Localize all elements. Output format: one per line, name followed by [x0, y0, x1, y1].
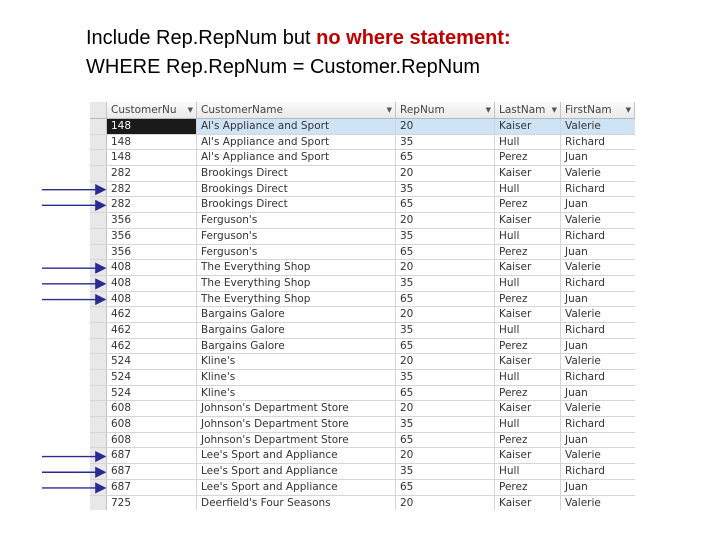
cell-repnum[interactable]: 65: [396, 339, 495, 354]
row-selector[interactable]: [90, 323, 107, 338]
cell-firstname[interactable]: Richard: [565, 135, 605, 148]
cell-repnum[interactable]: 65: [396, 480, 495, 495]
row-selector[interactable]: [90, 166, 107, 181]
cell-lastname[interactable]: Hull: [495, 417, 561, 432]
instruction-highlight: no where statement:: [316, 27, 511, 49]
cell-customername[interactable]: Kline's: [197, 370, 396, 385]
cell-customername[interactable]: Johnson's Department Store: [197, 433, 396, 448]
cell-customername[interactable]: Ferguson's: [197, 229, 396, 244]
cell-lastname[interactable]: Kaiser: [495, 213, 561, 228]
cell-customernum[interactable]: 408: [107, 292, 197, 307]
table-row[interactable]: [90, 354, 635, 370]
cell-lastname[interactable]: Perez: [495, 150, 561, 165]
cell-repnum[interactable]: 65: [396, 292, 495, 307]
cell-repnum[interactable]: 35: [396, 417, 495, 432]
cell-repnum[interactable]: 65: [396, 386, 495, 401]
cell-repnum[interactable]: 20: [396, 496, 495, 511]
table-row[interactable]: [90, 417, 635, 433]
row-selector[interactable]: [90, 307, 107, 322]
cell-lastname[interactable]: Hull: [495, 464, 561, 479]
cell-firstname[interactable]: Juan: [565, 151, 588, 164]
table-row[interactable]: [90, 292, 635, 308]
row-selector[interactable]: [90, 119, 107, 134]
cell-customername[interactable]: Brookings Direct: [197, 166, 396, 181]
cell-firstname[interactable]: Valerie: [565, 496, 601, 509]
cell-firstname[interactable]: Richard: [565, 323, 605, 336]
cell-firstname[interactable]: Juan: [565, 433, 588, 446]
cell-firstname[interactable]: Juan: [565, 292, 588, 305]
cell-lastname[interactable]: Hull: [495, 370, 561, 385]
cell-customername[interactable]: The Everything Shop: [197, 292, 396, 307]
cell-customername[interactable]: Kline's: [197, 354, 396, 369]
table-row[interactable]: [90, 166, 635, 182]
table-row[interactable]: [90, 182, 635, 198]
cell-repnum[interactable]: 20: [396, 448, 495, 463]
row-selector[interactable]: [90, 197, 107, 212]
cell-lastname[interactable]: Kaiser: [495, 354, 561, 369]
dropdown-arrow-icon[interactable]: ▼: [187, 106, 193, 114]
table-body: [90, 119, 635, 510]
cell-customernum[interactable]: 148: [107, 119, 197, 134]
cell-customernum[interactable]: 687: [107, 464, 197, 479]
cell-repnum[interactable]: 35: [396, 323, 495, 338]
cell-customername[interactable]: The Everything Shop: [197, 276, 396, 291]
row-selector[interactable]: [90, 135, 107, 150]
row-selector[interactable]: [90, 339, 107, 354]
row-selector[interactable]: [90, 276, 107, 291]
cell-customername[interactable]: Lee's Sport and Appliance: [197, 480, 396, 495]
cell-firstname[interactable]: Valerie: [565, 449, 601, 462]
cell-repnum[interactable]: 20: [396, 260, 495, 275]
select-all-corner[interactable]: [90, 102, 107, 118]
instruction-line-1: [86, 26, 511, 50]
row-selector[interactable]: [90, 150, 107, 165]
cell-firstname[interactable]: Juan: [565, 480, 588, 493]
table-row[interactable]: [90, 245, 635, 261]
cell-repnum[interactable]: 35: [396, 135, 495, 150]
cell-firstname[interactable]: Valerie: [565, 308, 601, 321]
row-selector[interactable]: [90, 496, 107, 511]
table-row[interactable]: [90, 307, 635, 323]
row-selector[interactable]: [90, 417, 107, 432]
cell-customernum[interactable]: 282: [107, 197, 197, 212]
row-selector[interactable]: [90, 229, 107, 244]
cell-customername[interactable]: The Everything Shop: [197, 260, 396, 275]
cell-customernum[interactable]: 687: [107, 480, 197, 495]
cell-customernum[interactable]: 356: [107, 213, 197, 228]
cell-customername[interactable]: Brookings Direct: [197, 197, 396, 212]
table-row[interactable]: [90, 197, 635, 213]
cell-repnum[interactable]: 20: [396, 307, 495, 322]
cell-lastname[interactable]: Perez: [495, 480, 561, 495]
row-selector[interactable]: [90, 448, 107, 463]
row-selector[interactable]: [90, 464, 107, 479]
table-row[interactable]: [90, 323, 635, 339]
cell-firstname[interactable]: Valerie: [565, 167, 601, 180]
cell-firstname[interactable]: Richard: [565, 418, 605, 431]
cell-lastname[interactable]: Kaiser: [495, 166, 561, 181]
cell-customername[interactable]: Bargains Galore: [197, 339, 396, 354]
cell-customernum[interactable]: 462: [107, 339, 197, 354]
table-row[interactable]: [90, 119, 635, 135]
cell-firstname[interactable]: Valerie: [565, 261, 601, 274]
row-selector[interactable]: [90, 245, 107, 260]
cell-repnum[interactable]: 35: [396, 370, 495, 385]
cell-lastname[interactable]: Perez: [495, 292, 561, 307]
cell-lastname[interactable]: Kaiser: [495, 496, 561, 511]
row-selector[interactable]: [90, 182, 107, 197]
row-selector[interactable]: [90, 260, 107, 275]
instruction-line-2: WHERE Rep.RepNum = Customer.RepNum: [86, 56, 481, 78]
column-header-customernum[interactable]: CustomerNu ▼: [107, 102, 197, 118]
cell-repnum[interactable]: 65: [396, 197, 495, 212]
cell-customernum[interactable]: 608: [107, 417, 197, 432]
cell-customername[interactable]: Lee's Sport and Appliance: [197, 448, 396, 463]
cell-firstname[interactable]: Richard: [565, 371, 605, 383]
cell-firstname[interactable]: Richard: [565, 229, 605, 242]
table-row[interactable]: [90, 464, 635, 480]
table-row[interactable]: [90, 401, 635, 417]
cell-customername[interactable]: Bargains Galore: [197, 307, 396, 322]
cell-lastname[interactable]: Kaiser: [495, 401, 561, 416]
cell-customername[interactable]: Ferguson's: [197, 213, 396, 228]
dropdown-arrow-icon[interactable]: ▼: [551, 106, 557, 114]
dropdown-arrow-icon[interactable]: ▼: [386, 106, 392, 114]
cell-customername[interactable]: Johnson's Department Store: [197, 401, 396, 416]
cell-lastname[interactable]: Perez: [495, 433, 561, 448]
cell-lastname[interactable]: Kaiser: [495, 260, 561, 275]
dropdown-arrow-icon[interactable]: ▼: [625, 106, 631, 114]
row-selector[interactable]: [90, 480, 107, 495]
cell-customernum[interactable]: 148: [107, 150, 197, 165]
dropdown-arrow-icon[interactable]: ▼: [485, 106, 491, 114]
cell-customernum[interactable]: 462: [107, 307, 197, 322]
cell-repnum[interactable]: 65: [396, 245, 495, 260]
cell-lastname[interactable]: Perez: [495, 339, 561, 354]
table-row[interactable]: [90, 433, 635, 449]
cell-customernum[interactable]: 148: [107, 135, 197, 150]
cell-firstname[interactable]: Richard: [565, 465, 605, 478]
cell-customernum[interactable]: 687: [107, 448, 197, 463]
table-row[interactable]: [90, 150, 635, 166]
column-header-firstname[interactable]: FirstNam ▼: [561, 102, 635, 118]
cell-firstname[interactable]: Richard: [565, 182, 605, 195]
cell-firstname[interactable]: Richard: [565, 276, 605, 289]
table-row[interactable]: [90, 448, 635, 464]
cell-firstname[interactable]: Valerie: [565, 214, 601, 227]
row-selector[interactable]: [90, 370, 107, 385]
table-row[interactable]: [90, 276, 635, 292]
row-selector[interactable]: [90, 433, 107, 448]
cell-customernum[interactable]: 356: [107, 245, 197, 260]
cell-repnum[interactable]: 20: [396, 213, 495, 228]
column-header-repnum[interactable]: RepNum ▼: [396, 102, 495, 118]
cell-customername[interactable]: Johnson's Department Store: [197, 417, 396, 432]
row-selector[interactable]: [90, 401, 107, 416]
cell-firstname[interactable]: Valerie: [561, 119, 635, 134]
cell-customernum[interactable]: 608: [107, 433, 197, 448]
cell-customernum[interactable]: 608: [107, 401, 197, 416]
cell-customernum[interactable]: 356: [107, 229, 197, 244]
cell-lastname[interactable]: Perez: [495, 245, 561, 260]
cell-repnum[interactable]: 65: [396, 150, 495, 165]
cell-lastname[interactable]: Hull: [495, 182, 561, 197]
cell-firstname[interactable]: Juan: [565, 245, 588, 258]
cell-customername[interactable]: Al's Appliance and Sport: [197, 135, 396, 150]
cell-customername[interactable]: Brookings Direct: [197, 182, 396, 197]
cell-customernum[interactable]: 282: [107, 166, 197, 181]
table-row[interactable]: [90, 229, 635, 245]
table-row[interactable]: [90, 370, 635, 386]
cell-customernum[interactable]: 524: [107, 370, 197, 385]
column-header-row: [90, 102, 635, 119]
cell-repnum[interactable]: 65: [396, 433, 495, 448]
cell-customernum[interactable]: 408: [107, 260, 197, 275]
cell-lastname[interactable]: Hull: [495, 135, 561, 150]
row-selector[interactable]: [90, 213, 107, 228]
cell-customernum[interactable]: 282: [107, 182, 197, 197]
cell-customernum[interactable]: 725: [107, 496, 197, 511]
table-row[interactable]: [90, 480, 635, 496]
row-selector[interactable]: [90, 386, 107, 401]
column-header-lastname[interactable]: LastNam ▼: [495, 102, 561, 118]
cell-lastname[interactable]: Kaiser: [495, 119, 561, 134]
cell-lastname[interactable]: Hull: [495, 229, 561, 244]
cell-customername[interactable]: Lee's Sport and Appliance: [197, 464, 396, 479]
table-row[interactable]: [90, 213, 635, 229]
cell-repnum[interactable]: 20: [396, 166, 495, 181]
cell-lastname[interactable]: Perez: [495, 197, 561, 212]
cell-repnum[interactable]: 35: [396, 182, 495, 197]
cell-repnum[interactable]: 35: [396, 464, 495, 479]
cell-repnum[interactable]: 35: [396, 276, 495, 291]
column-header-customername[interactable]: CustomerName ▼: [197, 102, 396, 118]
table-row[interactable]: [90, 496, 635, 511]
cell-repnum[interactable]: 20: [396, 401, 495, 416]
table-row[interactable]: [90, 260, 635, 276]
table-row[interactable]: [90, 135, 635, 151]
cell-customername[interactable]: Al's Appliance and Sport: [197, 150, 396, 165]
cell-repnum[interactable]: 20: [396, 119, 495, 134]
cell-firstname[interactable]: Juan: [565, 339, 588, 352]
row-selector[interactable]: [90, 292, 107, 307]
cell-customername[interactable]: Ferguson's: [197, 245, 396, 260]
instruction-prefix: Include Rep.RepNum but: [86, 27, 317, 49]
cell-lastname[interactable]: Kaiser: [495, 448, 561, 463]
cell-customernum[interactable]: 524: [107, 386, 197, 401]
cell-firstname[interactable]: Juan: [565, 386, 588, 399]
cell-customername[interactable]: Deerfield's Four Seasons: [197, 496, 396, 511]
datasheet-grid: [90, 102, 635, 510]
cell-firstname[interactable]: Valerie: [565, 402, 601, 415]
cell-customername[interactable]: Bargains Galore: [197, 323, 396, 338]
cell-customername[interactable]: Kline's: [197, 386, 396, 401]
cell-firstname[interactable]: Valerie: [565, 355, 601, 368]
cell-lastname[interactable]: Perez: [495, 386, 561, 401]
row-selector[interactable]: [90, 354, 107, 369]
cell-lastname[interactable]: Hull: [495, 323, 561, 338]
cell-repnum[interactable]: 20: [396, 354, 495, 369]
table-row[interactable]: [90, 386, 635, 402]
cell-customernum[interactable]: 524: [107, 354, 197, 369]
cell-customername[interactable]: Al's Appliance and Sport: [197, 119, 396, 134]
cell-customernum[interactable]: 462: [107, 323, 197, 338]
table-row[interactable]: [90, 339, 635, 355]
cell-repnum[interactable]: 35: [396, 229, 495, 244]
cell-customernum[interactable]: 408: [107, 276, 197, 291]
cell-lastname[interactable]: Kaiser: [495, 307, 561, 322]
cell-lastname[interactable]: Hull: [495, 276, 561, 291]
cell-firstname[interactable]: Juan: [565, 198, 588, 211]
